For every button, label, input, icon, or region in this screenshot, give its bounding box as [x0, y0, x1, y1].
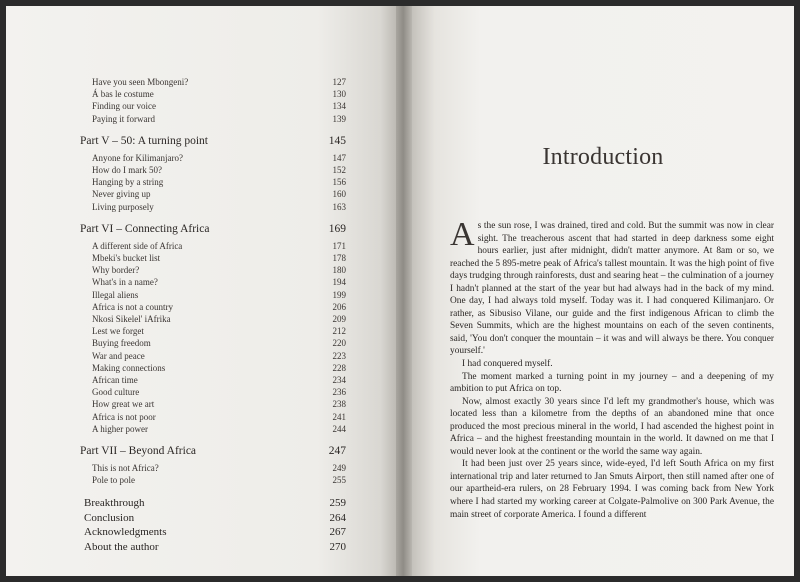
toc-entry-page-number: 139 — [332, 113, 346, 124]
contents-page — [6, 6, 396, 576]
toc-entry-title: About the author — [84, 540, 159, 553]
toc-entry-backmatter — [80, 496, 346, 511]
toc-entry-page-number: 147 — [332, 152, 346, 163]
toc-entry-page-number: 236 — [332, 387, 346, 398]
toc-entry-page-number: 145 — [328, 134, 346, 147]
toc-entry-chapter — [80, 201, 346, 213]
toc-entry-title: What's in a name? — [92, 277, 158, 288]
toc-entry-chapter — [80, 264, 346, 276]
toc-entry-page-number: 267 — [329, 526, 346, 539]
toc-entry-page-number: 169 — [328, 222, 346, 235]
toc-entry-chapter — [80, 398, 346, 410]
toc-entry-title: Lest we forget — [92, 326, 144, 337]
toc-entry-chapter — [80, 176, 346, 188]
toc-entry-page-number: 259 — [329, 497, 346, 510]
toc-entry-title: Anyone for Kilimanjaro? — [92, 152, 183, 163]
chapter-title: Introduction — [542, 144, 664, 170]
toc-entry-title: African time — [92, 375, 138, 386]
toc-entry-title: Nkosi Sikelel' iAfrika — [92, 314, 171, 325]
toc-entry-page-number: 127 — [332, 77, 346, 87]
toc-entry-chapter — [80, 240, 346, 252]
toc-entry-page-number: 199 — [332, 289, 346, 300]
toc-entry-title: Making connections — [92, 362, 166, 373]
toc-entry-chapter — [80, 88, 346, 100]
toc-entry-chapter — [80, 301, 346, 313]
toc-entry-title: Conclusion — [84, 511, 135, 524]
toc-entry-title: This is not Africa? — [92, 463, 159, 474]
toc-entry-page-number: 160 — [332, 189, 346, 200]
toc-entry-title: Good culture — [92, 387, 140, 398]
drop-cap: A — [450, 216, 475, 253]
toc-entry-chapter — [80, 113, 346, 125]
toc-entry-chapter — [80, 76, 346, 88]
toc-entry-page-number: 220 — [332, 338, 346, 349]
toc-entry-page-number: 178 — [332, 253, 346, 264]
toc-entry-title: Acknowledgments — [84, 526, 167, 539]
toc-entry-page-number: 270 — [329, 540, 346, 553]
toc-entry-part — [80, 444, 346, 458]
toc-entry-page-number: 241 — [332, 411, 346, 422]
toc-entry-page-number: 244 — [332, 423, 346, 434]
toc-entry-page-number: 212 — [332, 326, 346, 337]
toc-entry-title: Buying freedom — [92, 338, 151, 349]
toc-entry-chapter — [80, 474, 346, 486]
toc-entry-chapter — [80, 252, 346, 264]
toc-entry-chapter — [80, 313, 346, 325]
introduction-page — [412, 6, 794, 576]
toc-entry-backmatter — [80, 525, 346, 540]
toc-entry-chapter — [80, 362, 346, 374]
toc-entry-backmatter — [80, 511, 346, 526]
toc-entry-chapter — [80, 152, 346, 164]
toc-entry-page-number: 223 — [332, 350, 346, 361]
toc-entry-chapter — [80, 350, 346, 362]
toc-entry-title: Why border? — [92, 265, 140, 276]
toc-entry-chapter — [80, 188, 346, 200]
toc-entry-title: Finding our voice — [92, 101, 156, 112]
toc-entry-chapter — [80, 100, 346, 112]
toc-entry-chapter — [80, 411, 346, 423]
paragraph: I had conquered myself. — [462, 359, 553, 370]
toc-entry-title: Mbeki's bucket list — [92, 253, 161, 264]
toc-entry-title: Illegal aliens — [92, 289, 139, 300]
book-gutter — [396, 6, 412, 576]
toc-entry-title: Have you seen Mbongeni? — [92, 77, 189, 87]
toc-entry-page-number: 238 — [332, 399, 346, 410]
toc-entry-page-number: 152 — [332, 165, 346, 176]
toc-entry-title: Hanging by a string — [92, 177, 164, 188]
toc-entry-title: How great we art — [92, 399, 155, 410]
toc-entry-chapter — [80, 164, 346, 176]
book-spread — [6, 6, 794, 576]
toc-entry-title: Breakthrough — [84, 497, 145, 510]
toc-entry-part — [80, 134, 346, 148]
toc-entry-title: Part V – 50: A turning point — [80, 134, 209, 147]
chapter-body — [450, 216, 774, 521]
toc-entry-chapter — [80, 289, 346, 301]
toc-entry-page-number: 171 — [332, 240, 346, 251]
toc-entry-chapter — [80, 423, 346, 435]
toc-entry-title: Part VII – Beyond Africa — [80, 445, 197, 458]
table-of-contents — [80, 76, 346, 554]
toc-entry-title: Africa is not a country — [92, 301, 173, 312]
toc-entry-page-number: 234 — [332, 375, 346, 386]
toc-entry-title: Paying it forward — [92, 113, 155, 124]
toc-entry-chapter — [80, 386, 346, 398]
paragraph — [450, 216, 774, 358]
toc-entry-page-number: 194 — [332, 277, 346, 288]
toc-entry-page-number: 247 — [328, 445, 346, 458]
toc-entry-title: Part VI – Connecting Africa — [80, 222, 210, 235]
toc-entry-page-number: 206 — [332, 301, 346, 312]
toc-entry-title: Pole to pole — [92, 475, 135, 486]
toc-entry-backmatter — [80, 540, 346, 555]
toc-entry-part — [80, 222, 346, 236]
toc-entry-title: A different side of Africa — [92, 240, 183, 251]
toc-entry-chapter — [80, 276, 346, 288]
toc-entry-title: War and peace — [92, 350, 145, 361]
paragraph-text: s the sun rose, I was drained, tired and cold. But the summit was now in clear sight. The treacherous ascent that had started in deep darkness some eight hours earlier, just after midnight, didn't matter anymore. At 8am or so, we reached the 5 895-metre peak of Africa's tallest mountain. It was the high point of five days trudging through rainforests, dust and searing heat – the culmination of a journey I hadn't planned at the start of the year but had always had in the back of my mind. One day, I had always told myself. Today was it. I had conquered Kilimanjaro. Or rather, as Sibusiso Vilane, our guide and the first indigenous African to climb the Seven Summits, which are the highest mountains on each of the seven continents, said, 'You don't conquer the mountain – it was and will always be there. You conquer yourself.' — [450, 221, 774, 357]
toc-entry-page-number: 255 — [332, 475, 346, 486]
toc-entry-page-number: 180 — [332, 265, 346, 276]
toc-entry-title: How do I mark 50? — [92, 165, 162, 176]
toc-entry-title: Living purposely — [92, 201, 154, 212]
toc-entry-page-number: 156 — [332, 177, 346, 188]
toc-entry-chapter — [80, 337, 346, 349]
toc-entry-page-number: 134 — [332, 101, 346, 112]
toc-entry-title: Africa is not poor — [92, 411, 156, 422]
toc-entry-page-number: 264 — [329, 511, 346, 524]
toc-entry-title: Never giving up — [92, 189, 151, 200]
toc-entry-page-number: 130 — [332, 89, 346, 100]
toc-entry-chapter — [80, 462, 346, 474]
paragraph: The moment marked a turning point in my journey – and a deepening of my ambition to put Africa on top. — [450, 371, 774, 395]
toc-entry-page-number: 209 — [332, 314, 346, 325]
paragraph: Now, almost exactly 30 years since I'd left my grandmother's house, which was located less than a kilometre from the depths of an abandoned mine that once produced the most precious mineral in the world, I had ascended the highest point in Africa – and the highest freestanding mountain in the world. It dawned on me that I would never look at the continent or the world the same way again. — [450, 396, 774, 457]
toc-entry-title: A higher power — [92, 423, 148, 434]
toc-entry-title: Á bas le costume — [92, 89, 154, 100]
toc-entry-page-number: 163 — [332, 201, 346, 212]
toc-entry-page-number: 249 — [332, 463, 346, 474]
toc-entry-page-number: 228 — [332, 362, 346, 373]
paragraph: It had been just over 25 years since, wide-eyed, I'd left South Africa on my first international trip and later returned to Jan Smuts Airport, then still named after one of our apartheid-era rulers, on 28 February 1994. I was coming back from New York where I had started my working career at Colgate-Palmolive on 300 Park Avenue, the main street of corporate America. I found a different — [450, 459, 774, 520]
toc-entry-chapter — [80, 325, 346, 337]
toc-entry-chapter — [80, 374, 346, 386]
